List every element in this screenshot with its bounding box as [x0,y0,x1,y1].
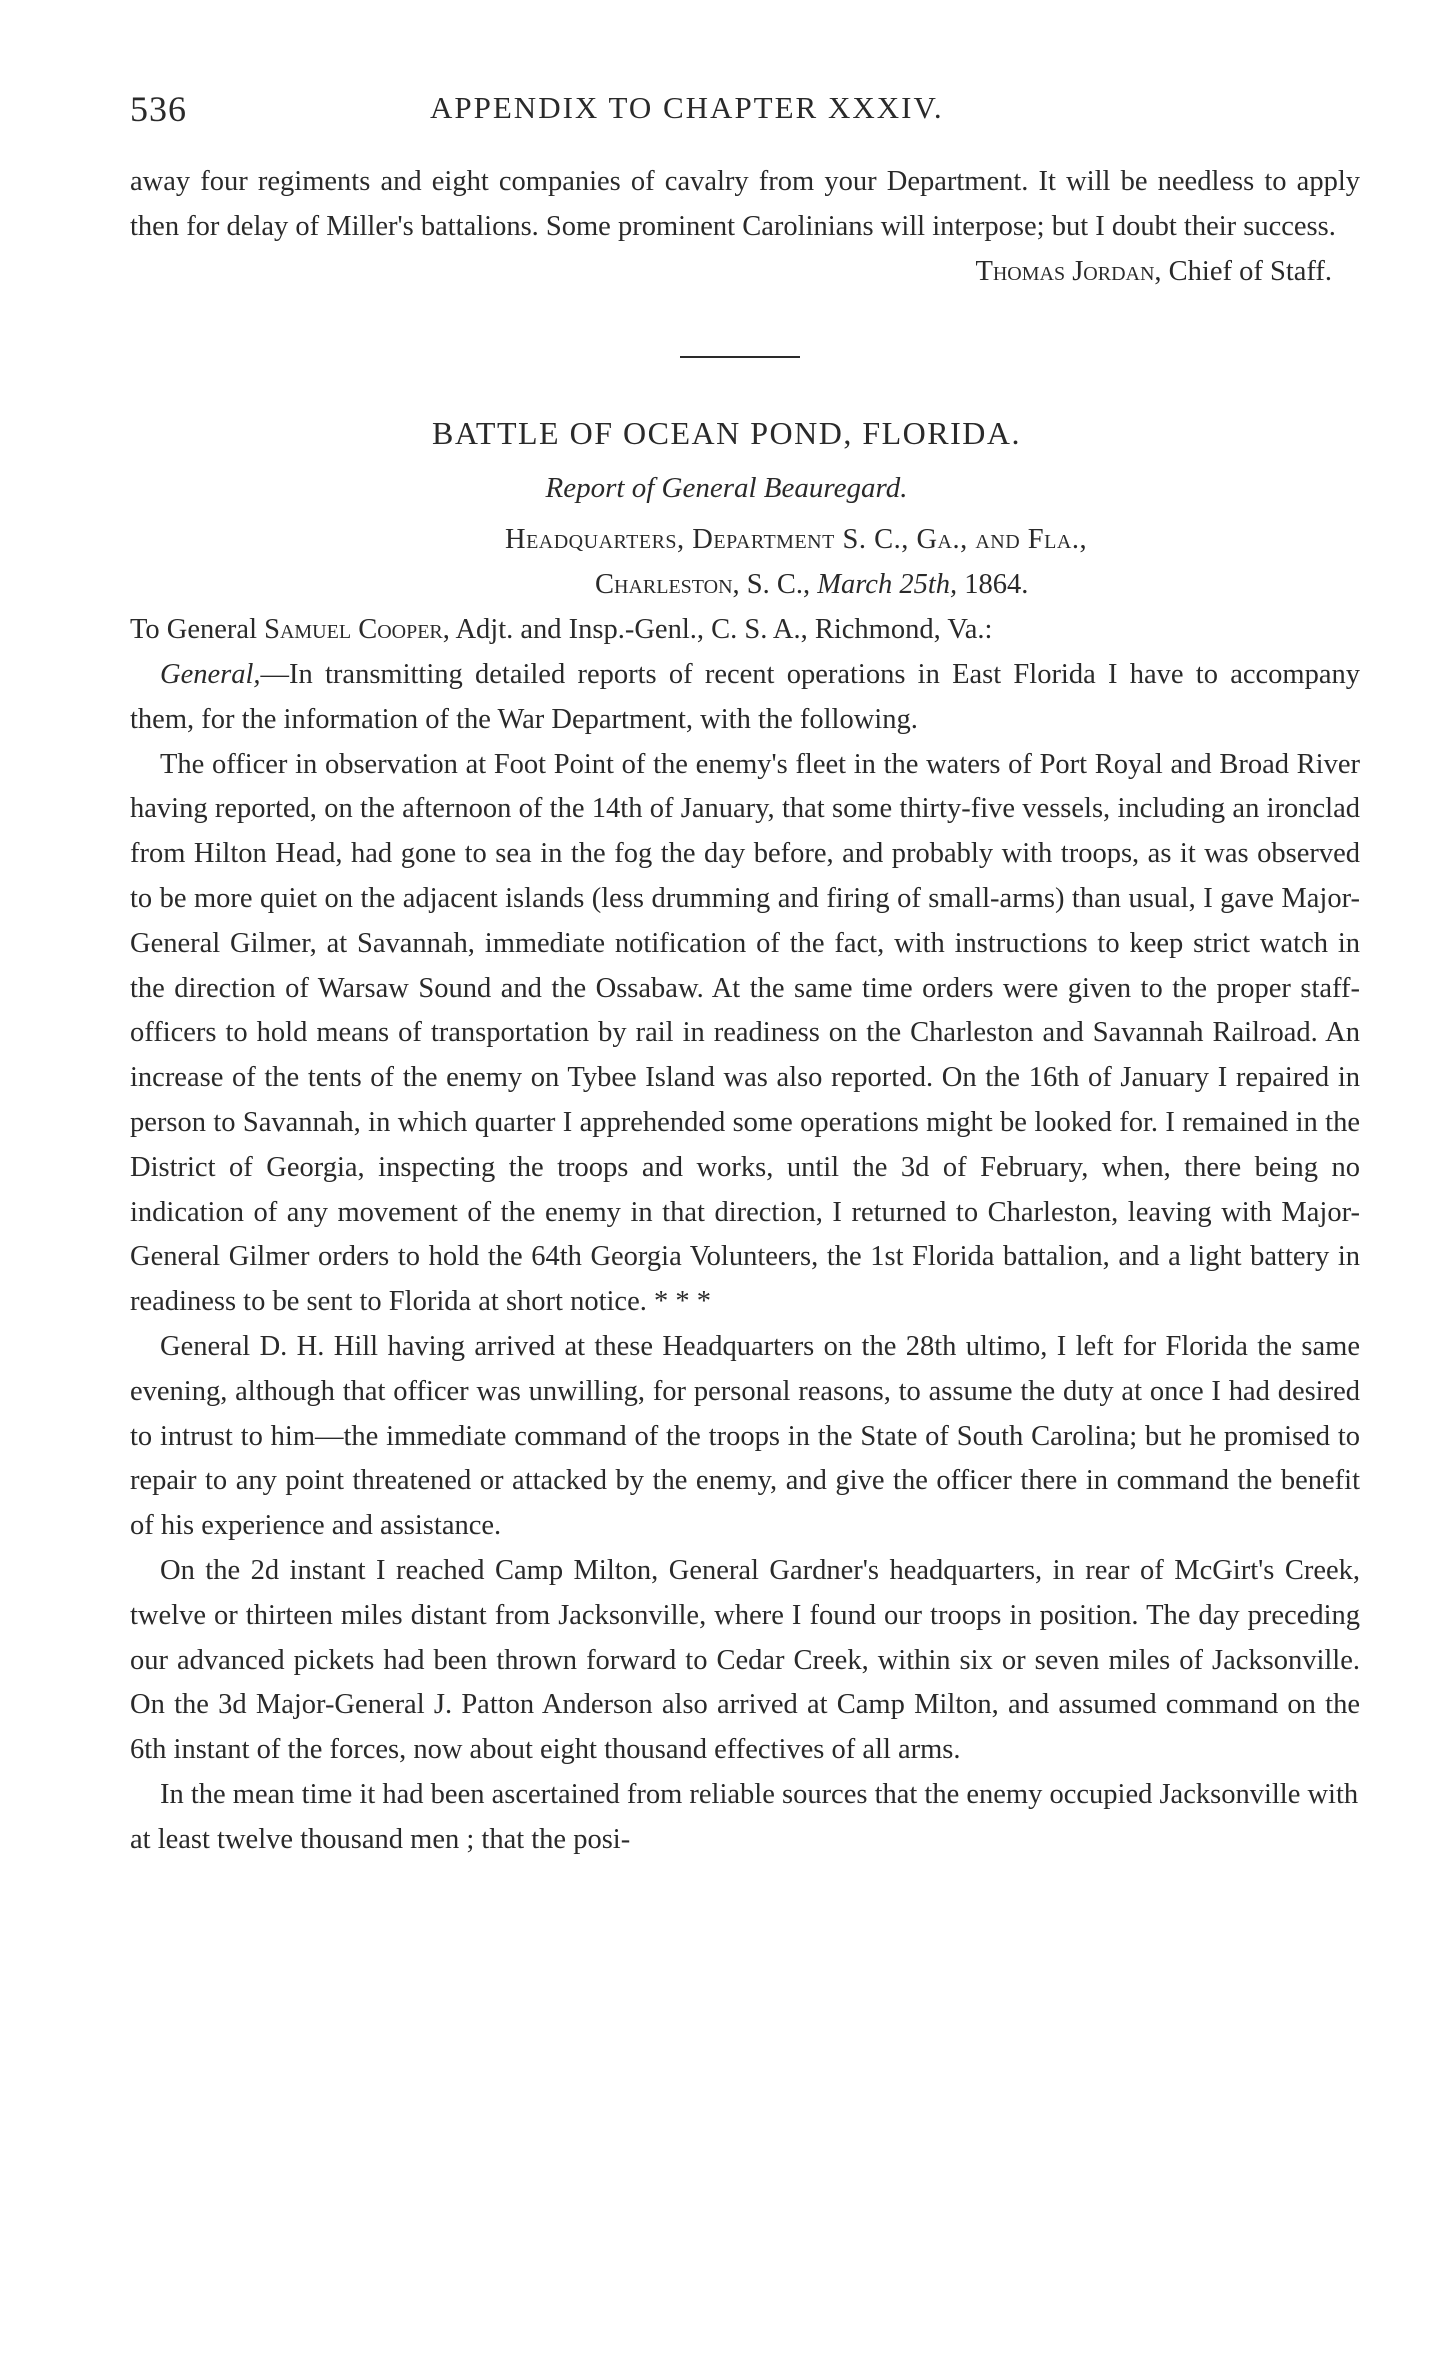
date: March 25th, [817,569,958,600]
addressee-name: Samuel Cooper, [264,614,450,645]
letter-closing [130,160,1360,294]
headquarters-line: Headquarters, Department S. C., Ga., and Fla., [505,524,1088,555]
addressee-prefix: To General [130,614,265,645]
signature-title: Chief of Staff. [1161,255,1332,287]
report-body [130,653,1360,1863]
salutation: General, [160,659,261,690]
addressee-rest: Adjt. and Insp.-Genl., C. S. A., Richmond, Va.: [449,614,993,645]
addressee-line [130,607,1360,652]
page-header [130,88,1360,138]
opening-text: —In transmitting detailed reports of recent operations in East Florida I have to accompany them, for the information of the War Department, with the following. [130,659,1360,735]
signature-name: Thomas Jordan, [975,255,1162,287]
body-paragraph: General D. H. Hill having arrived at these Headquarters on the 28th ultimo, I left for Florida the same evening, although that officer was unwilling, for personal reasons, to assume the duty at once I had desired to intrust to him—the immediate command of the troops in the State of South Carolina; but he promised to repair to any point threatened or attacked by the enemy, and give the officer there in command the benefit of his experience and assistance. [130,1330,1360,1542]
body-paragraph: The officer in observation at Foot Point of the enemy's fleet in the waters of Port Royal and Broad River having reported, on the afternoon of the 14th of January, that some thirty-five vessels, including an ironclad from Hilton Head, had gone to sea in the fog the day before, and probably with troops, as it was observed to be more quiet on the adjacent islands (less drumming and firing of small-arms) than usual, I gave Major-General Gilmer, at Savannah, immediate notification of the fact, with instructions to keep strict watch in the direction of Warsaw Sound and the Ossabaw. At the same time orders were given to the proper staff-officers to hold means of transportation by rail in readiness on the Charleston and Savannah Railroad. An increase of the tents of the enemy on Tybee Island was also reported. On the 16th of January I repaired in person to Savannah, in which quarter I apprehended some operations might be looked for. I remained in the District of Georgia, inspecting the troops and works, until the 3d of February, when, there being no indication of any movement of the enemy in that direction, I returned to Charleston, leaving with Major-General Gilmer orders to hold the 64th Georgia Volunteers, the 1st Florida battalion, and a light battery in readiness to be sent to Florida at short notice. * * * [130,748,1360,1318]
running-head: APPENDIX TO CHAPTER XXXIV. [430,90,944,125]
letter-closing-paragraph: away four regiments and eight companies of cavalry from your Department. It will be needless to apply then for delay of Miller's battalions. Some prominent Carolinians will interpose; but I doubt their success. [130,166,1360,242]
body-paragraph: On the 2d instant I reached Camp Milton, General Gardner's headquarters, in rear of McGirt's Creek, twelve or thirteen miles distant from Jacksonville, where I found our troops in position. The day preceding our advanced pickets had been thrown forward to Cedar Creek, within six or seven miles of Jacksonville. On the 3d Major-General J. Patton Anderson also arrived at Camp Milton, and assumed command on the 6th instant of the forces, now about eight thousand effectives of all arms. [130,1554,1360,1766]
location: Charleston, S. C., [595,569,811,600]
signature-line [130,250,1360,295]
dateline-block [130,517,1360,652]
section-heading: BATTLE OF OCEAN POND, FLORIDA. [431,415,1021,451]
year: 1864. [957,569,1029,600]
location-date-line [130,562,1360,607]
report-title: Report of General Beauregard. [545,472,908,504]
page-number: 536 [130,89,187,129]
body-paragraph: In the mean time it had been ascertained from reliable sources that the enemy occupied Jacksonville with at least twelve thousand men ; that the posi- [130,1778,1359,1855]
section-divider [680,356,800,358]
opening-paragraph [130,653,1360,743]
